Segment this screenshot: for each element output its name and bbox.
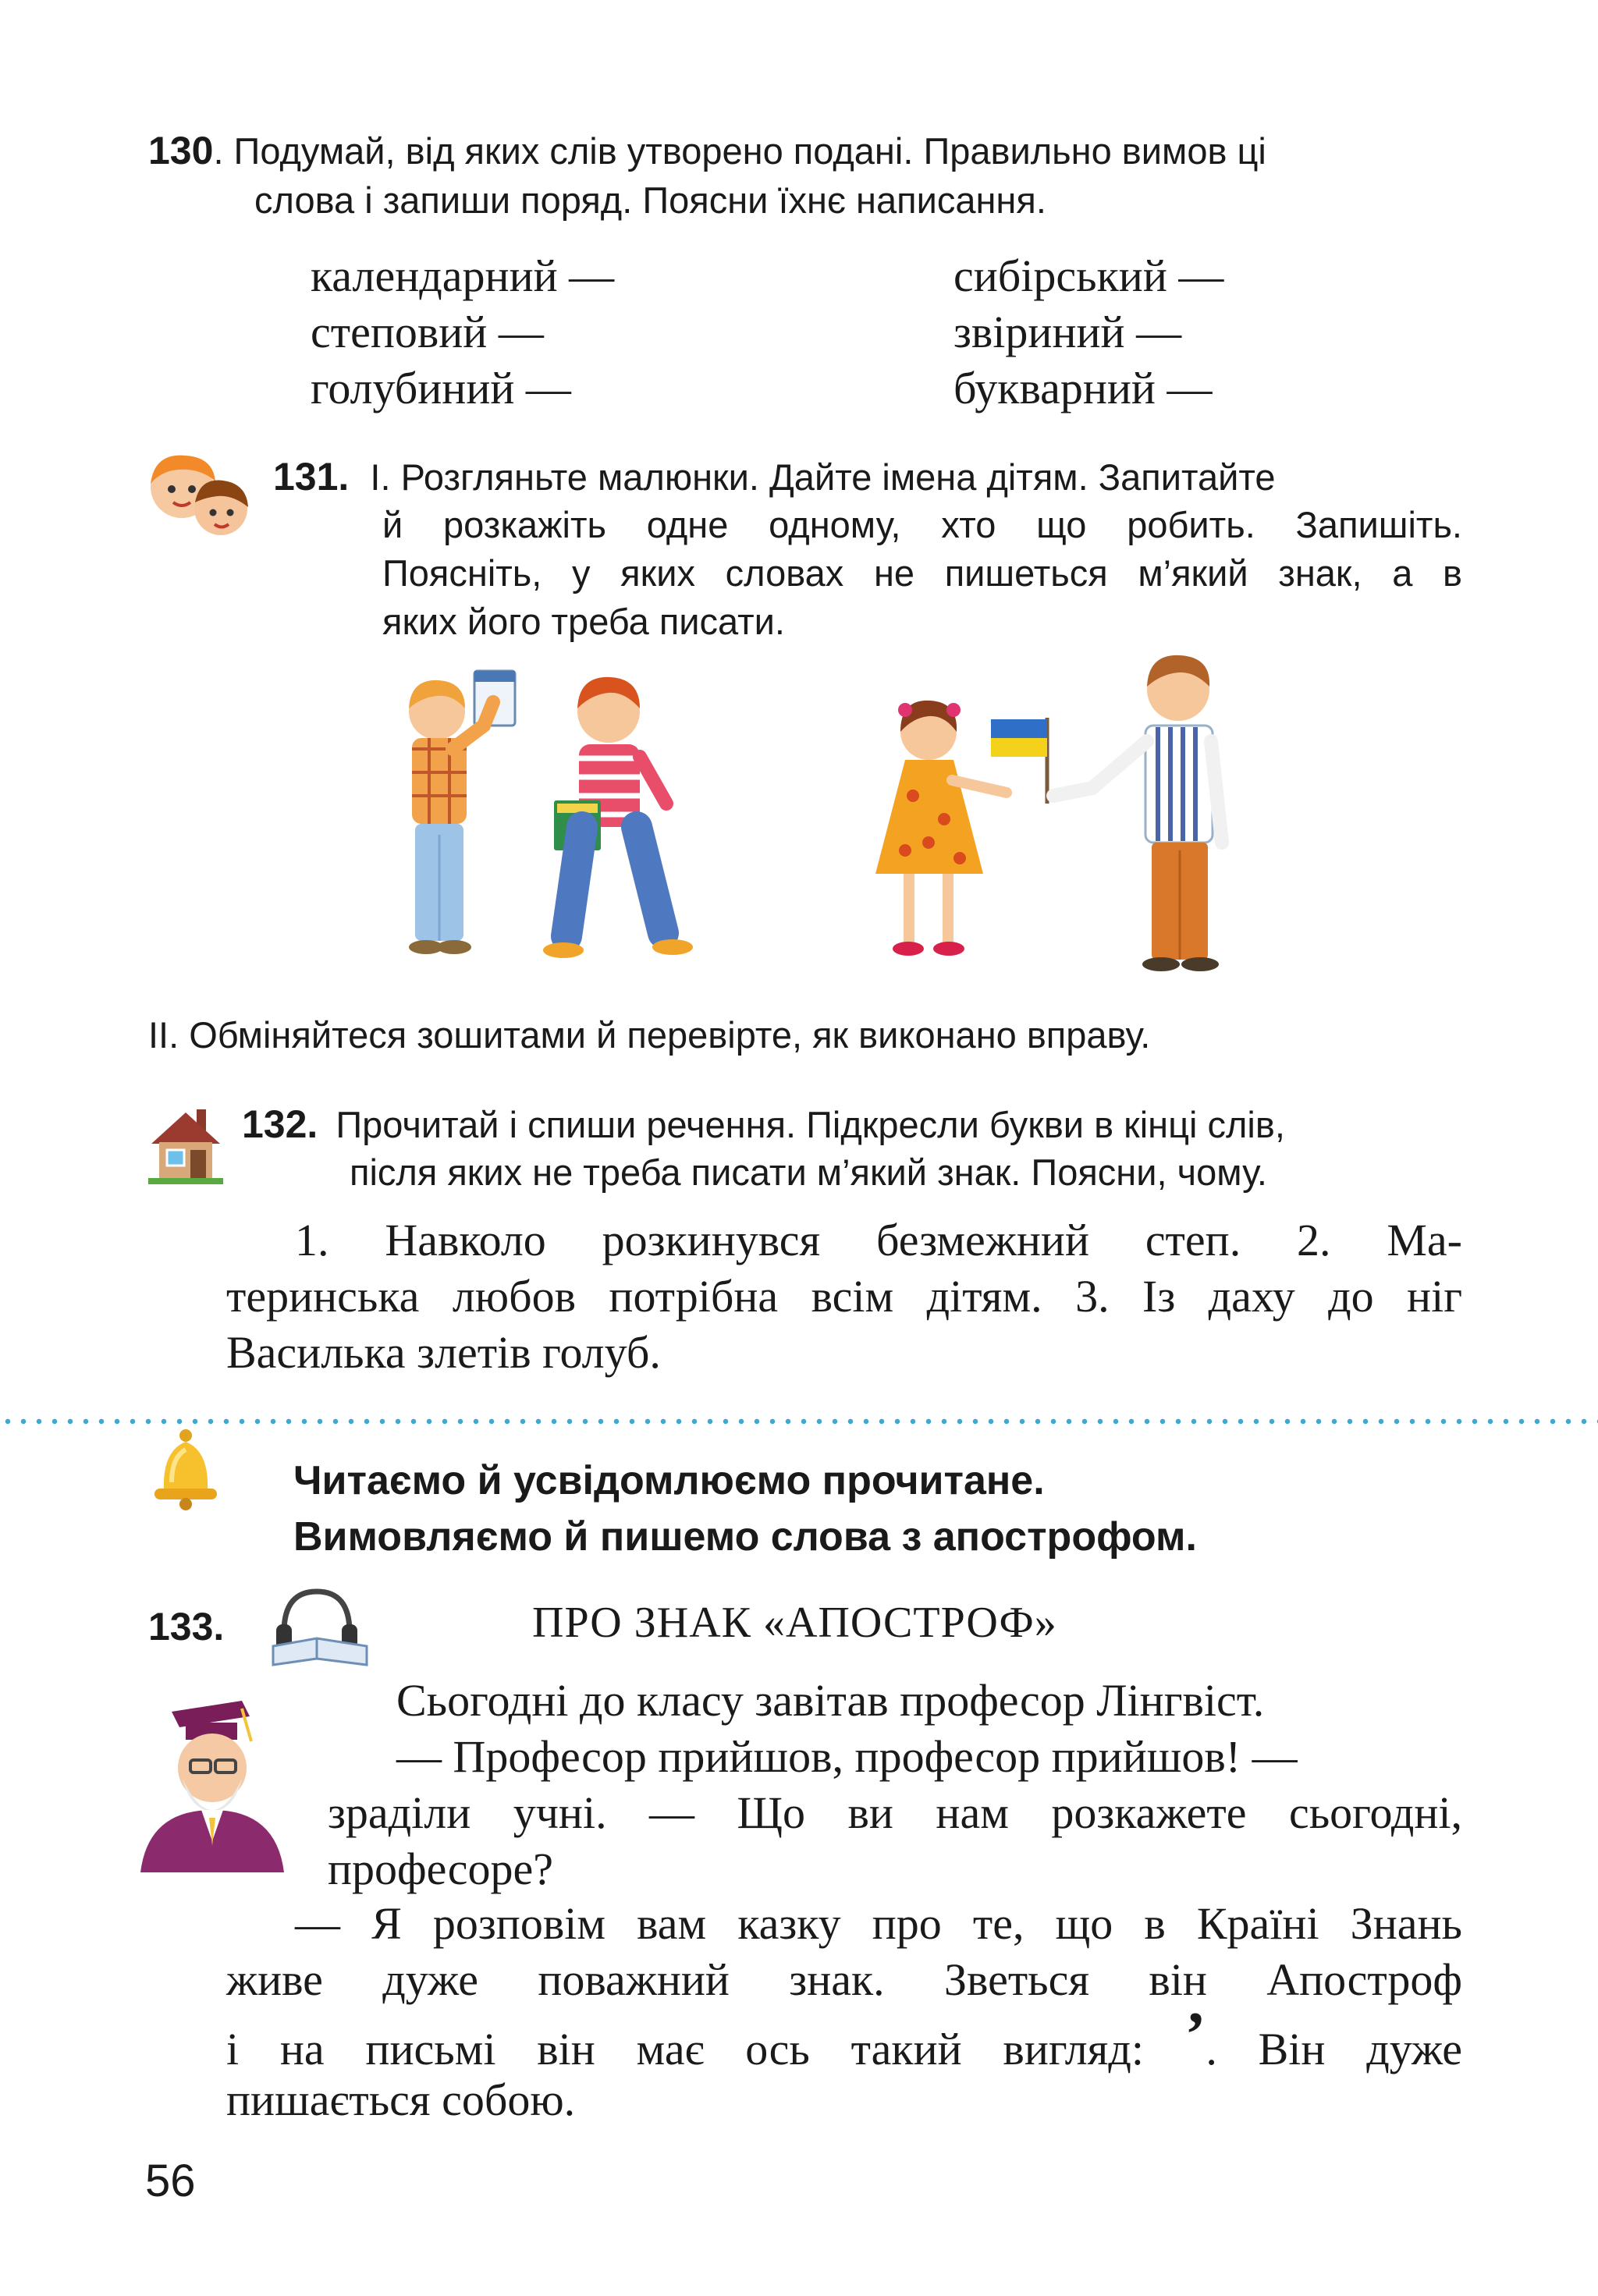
ex133-p2a <box>396 1729 1462 1785</box>
ex133-p1: Сьогодні до класу завітав професор Лінгвіст. <box>396 1675 1265 1726</box>
ex133-p3b: живе дуже поважний знак. Зветься він Апостроф <box>226 1954 1462 2005</box>
ex130-text-1: . Подумай, від яких слів утворено подані. Правильно вимов ці <box>213 130 1266 172</box>
ex133-title: ПРО ЗНАК «АПОСТРОФ» <box>532 1599 1057 1647</box>
section-heading-2: Вимовляємо й пишемо слова з апострофом. <box>293 1514 1197 1560</box>
ex130-line2: слова і запиши поряд. Поясни їхнє написання. <box>254 179 1046 221</box>
ex131-line1 <box>273 452 1462 502</box>
ex131-line4: яких його треба писати. <box>382 601 785 642</box>
ex131-line3: Поясніть, у яких словах не пишеться м’який знак, а в <box>382 552 1462 594</box>
ex131-line2: й розкажіть одне одному, хто що робить. Запишіть. <box>382 504 1462 545</box>
ex130-word-left-3: голубиний — <box>311 363 571 413</box>
ex132-line2: після яких не треба писати м’який знак. Поясни, чому. <box>350 1152 1267 1193</box>
apostrophe-mark: ’ <box>1184 2000 1206 2069</box>
boy-with-book <box>543 677 693 958</box>
bell-icon <box>148 1428 226 1514</box>
ex131-text-1: І. Розгляньте малюнки. Дайте імена дітям. Запитайте <box>370 456 1276 498</box>
ex130-word-right-2: звіриний — <box>953 307 1182 357</box>
boy-with-calendar <box>409 671 515 954</box>
ex131-part2: ІІ. Обміняйтеся зошитами й перевірте, як виконано вправу. <box>148 1014 1151 1056</box>
ex130-word-left-2: степовий — <box>311 307 544 357</box>
ex133-p3a <box>226 1896 1462 1952</box>
ex132-sentence-1: 1. Навколо розкинувся безмежний степ. 2. Ма- <box>295 1215 1462 1265</box>
ex133-p2b: зраділи учні. — Що ви нам розкажете сьогодні, <box>328 1787 1462 1838</box>
ex132-text-line1 <box>226 1212 1462 1269</box>
ex130-word-left-1: календарний — <box>311 250 615 301</box>
ex133-number: 133. <box>148 1605 225 1648</box>
children-faces-icon <box>139 446 256 540</box>
ex131-number: 131. <box>273 455 350 499</box>
ex133-p2a-text: — Професор прийшов, професор прийшов! — <box>396 1731 1298 1782</box>
ex133-p3c-end: . Він дуже <box>1206 2024 1463 2074</box>
headphones-book-icon <box>265 1584 375 1670</box>
dotted-separator <box>0 1418 1598 1425</box>
girl-in-dress <box>875 701 1007 956</box>
ex132-text-1: Прочитай і спиши речення. Підкресли букви в кінці слів, <box>336 1104 1285 1145</box>
ex133-p2c: професоре? <box>328 1844 554 1894</box>
ex132-text-line3: Василька злетів голуб. <box>226 1327 661 1378</box>
ex132-number: 132. <box>242 1102 318 1146</box>
ex130-number: 130 <box>148 129 214 172</box>
page-number: 56 <box>145 2156 196 2206</box>
ex133-p3a-text: — Я розповім вам казку про те, що в Країні Знань <box>295 1898 1462 1949</box>
professor-icon <box>125 1693 289 1872</box>
ex130-word-right-3: букварний — <box>953 363 1213 413</box>
children-illustration <box>367 640 1248 983</box>
ex132-text-line2: теринська любов потрібна всім дітям. 3. Із даху до ніг <box>226 1271 1462 1322</box>
ex133-p3d: пишається собою. <box>226 2074 576 2125</box>
boy-with-flag <box>1053 655 1222 971</box>
ex130-line1 <box>148 126 1475 176</box>
ex132-line1 <box>242 1100 1462 1149</box>
ex130-word-right-1: сибірський — <box>953 250 1224 301</box>
ex133-p3c <box>226 2000 1463 2078</box>
house-icon <box>148 1103 223 1184</box>
ex133-p3c-start: і на письмі він має ось такий вигляд: <box>226 2024 1144 2074</box>
section-heading-1: Читаємо й усвідомлюємо прочитане. <box>293 1458 1045 1503</box>
